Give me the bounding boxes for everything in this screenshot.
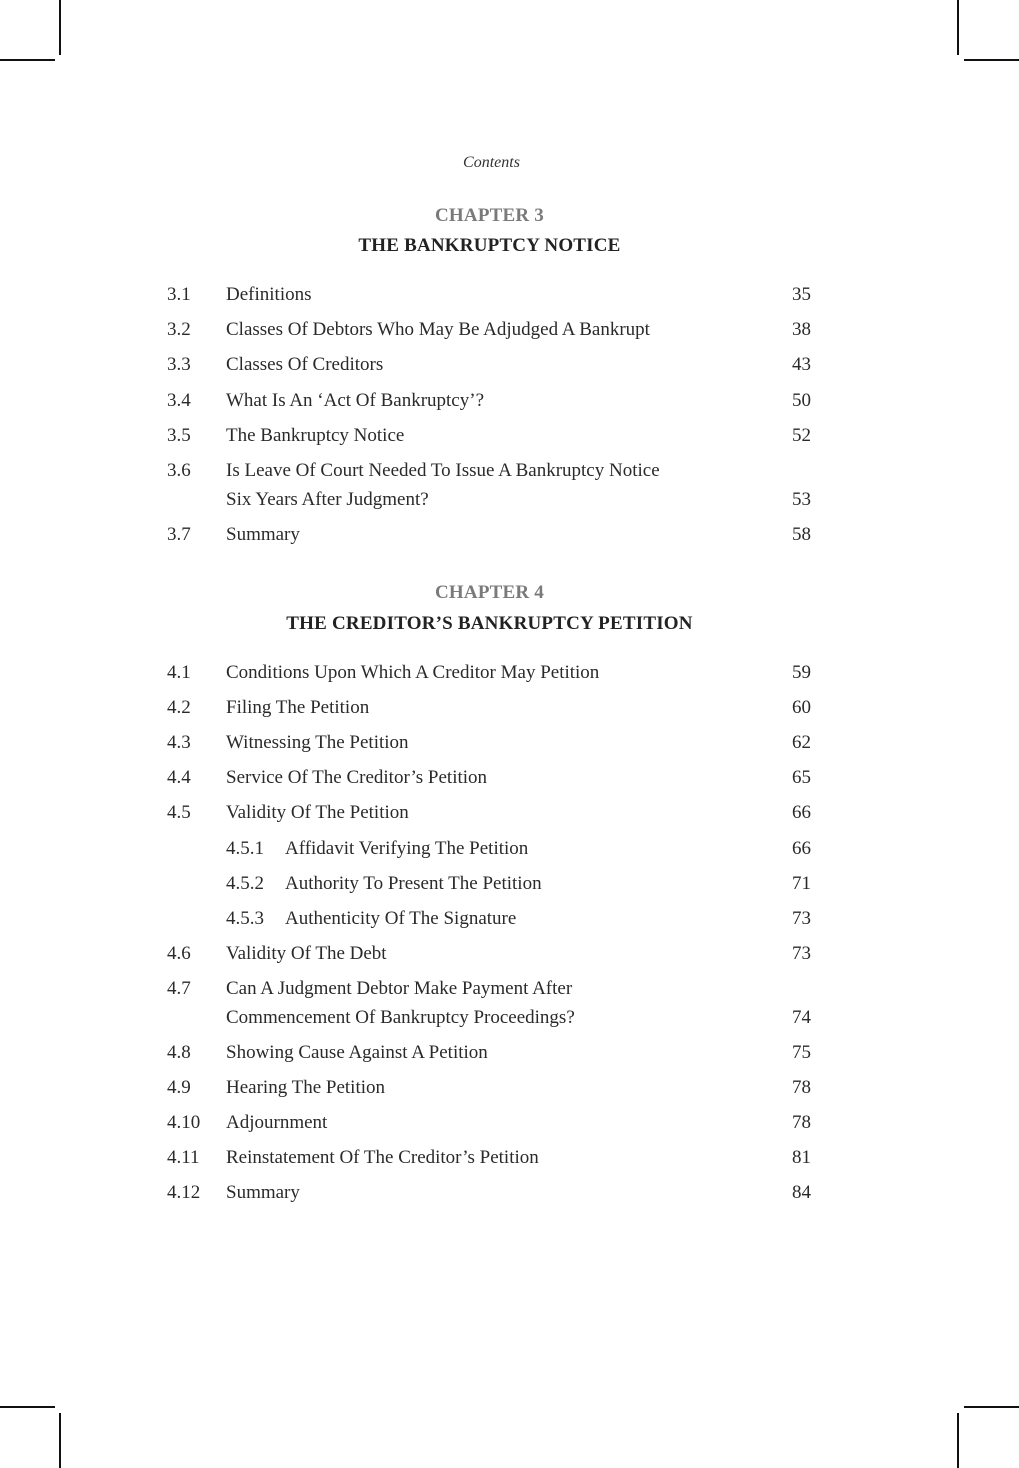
toc-entry-title: Summary [226,1182,300,1203]
toc-entry-number: 4.11 [167,1147,200,1168]
toc-entry-number: 4.12 [167,1182,201,1203]
toc-entry-page: 75 [792,1042,811,1063]
toc-entry-title: Classes Of Debtors Who May Be Adjudged A Bankrupt [226,319,650,340]
toc-entry-title-line: Is Leave Of Court Needed To Issue A Bankruptcy Notice [226,460,660,481]
toc-entry-page: 38 [792,319,811,340]
toc-entry-title [226,456,746,514]
toc-entry-number: 4.2 [167,697,191,718]
toc-entry-page: 71 [792,873,811,894]
toc-entry-page: 66 [792,802,811,823]
toc-entry-number: 4.4 [167,767,191,788]
toc-entry-page: 81 [792,1147,811,1168]
toc-entry-page: 78 [792,1112,811,1133]
toc-entry-title-line: Six Years After Judgment? [226,489,429,510]
toc-entry-3-2[interactable] [0,315,1019,344]
toc-entry-number: 3.4 [167,390,191,411]
toc-entry-number: 4.6 [167,943,191,964]
toc-entry-number: 4.3 [167,732,191,753]
toc-subentry-title: Authority To Present The Petition [285,873,542,894]
toc-entry-3-7[interactable] [0,520,1019,549]
toc-entry-number: 3.6 [167,460,191,481]
crop-mark-top-left-horizontal [0,59,55,61]
toc-entry-title: Classes Of Creditors [226,354,384,375]
crop-mark-bottom-left-horizontal [0,1406,55,1408]
toc-entry-title-line: Commencement Of Bankruptcy Proceedings? [226,1007,575,1028]
toc-entry-4-1[interactable] [0,658,1019,687]
toc-entry-number: 4.7 [167,978,191,999]
toc-entry-page: 59 [792,662,811,683]
toc-entry-title: Hearing The Petition [226,1077,386,1098]
toc-entry-page: 74 [792,1007,811,1028]
toc-entry-title: Validity Of The Debt [226,943,387,964]
toc-entry-4-8[interactable] [0,1038,1019,1067]
crop-mark-top-right-vertical [957,0,959,55]
toc-entry-number: 4.9 [167,1077,191,1098]
toc-subentry-title: Authenticity Of The Signature [285,908,517,929]
toc-entry-title: Conditions Upon Which A Creditor May Petition [226,662,600,683]
toc-entry-page: 78 [792,1077,811,1098]
toc-entry-4-11[interactable] [0,1143,1019,1172]
toc-entry-title: Filing The Petition [226,697,370,718]
toc-entry-page: 62 [792,732,811,753]
toc-entry-page: 65 [792,767,811,788]
toc-entry-3-4[interactable] [0,386,1019,415]
toc-entry-title: Witnessing The Petition [226,732,409,753]
toc-entry-number: 3.2 [167,319,191,340]
toc-entry-number: 3.7 [167,524,191,545]
toc-entry-4-6[interactable] [0,939,1019,968]
toc-entry-title: Adjournment [226,1112,328,1133]
toc-subentry-title: Affidavit Verifying The Petition [285,838,529,859]
crop-mark-bottom-left-vertical [59,1413,61,1468]
toc-entry-page: 35 [792,284,811,305]
toc-entry-3-5[interactable] [0,421,1019,450]
crop-mark-bottom-right-horizontal [964,1406,1019,1408]
toc-entry-4-10[interactable] [0,1108,1019,1137]
toc-subentry-number: 4.5.1 [226,838,264,859]
toc-entry-page: 60 [792,697,811,718]
toc-entry-page: 50 [792,390,811,411]
toc-entry-page: 53 [792,489,811,510]
toc-entry-number: 3.1 [167,284,191,305]
toc-entry-page: 73 [792,908,811,929]
toc-entry-4-5[interactable] [0,798,1019,827]
chapter-4-title: THE CREDITOR’S BANKRUPTCY PETITION [286,613,693,634]
chapter-3-label: CHAPTER 3 [435,205,544,226]
crop-mark-bottom-right-vertical [957,1413,959,1468]
toc-entry-4-2[interactable] [0,693,1019,722]
toc-entry-page: 66 [792,838,811,859]
toc-entry-title-line: Can A Judgment Debtor Make Payment After [226,978,573,999]
toc-entry-number: 3.5 [167,425,191,446]
toc-entry-number: 4.5 [167,802,191,823]
toc-entry-title: Service Of The Creditor’s Petition [226,767,488,788]
toc-entry-3-6[interactable] [0,456,1019,514]
toc-entry-4-9[interactable] [0,1073,1019,1102]
crop-mark-top-left-vertical [59,0,61,55]
toc-entry-title: Summary [226,524,300,545]
crop-mark-top-right-horizontal [964,59,1019,61]
toc-subentry-number: 4.5.3 [226,908,264,929]
toc-entry-4-5-3[interactable] [0,904,1019,933]
toc-entry-page: 73 [792,943,811,964]
toc-entry-title: The Bankruptcy Notice [226,425,405,446]
toc-entry-4-7[interactable] [0,974,1019,1032]
toc-entry-4-5-2[interactable] [0,869,1019,898]
toc-entry-number: 3.3 [167,354,191,375]
toc-entry-4-3[interactable] [0,728,1019,757]
toc-entry-title: Validity Of The Petition [226,802,409,823]
toc-entry-page: 84 [792,1182,811,1203]
toc-entry-number: 4.8 [167,1042,191,1063]
toc-entry-page: 52 [792,425,811,446]
toc-entry-4-12[interactable] [0,1178,1019,1207]
toc-subentry-number: 4.5.2 [226,873,264,894]
toc-entry-4-5-1[interactable] [0,834,1019,863]
toc-entry-title: Definitions [226,284,312,305]
toc-entry-title [226,974,746,1032]
toc-entry-4-4[interactable] [0,763,1019,792]
toc-entry-title: Showing Cause Against A Petition [226,1042,488,1063]
toc-entry-title: What Is An ‘Act Of Bankruptcy’? [226,390,485,411]
toc-entry-3-3[interactable] [0,350,1019,379]
toc-entry-number: 4.1 [167,662,191,683]
toc-entry-number: 4.10 [167,1112,201,1133]
chapter-3-title: THE BANKRUPTCY NOTICE [358,235,621,256]
toc-entry-3-1[interactable] [0,280,1019,309]
toc-entry-page: 58 [792,524,811,545]
toc-entry-title: Reinstatement Of The Creditor’s Petition [226,1147,539,1168]
running-head: Contents [463,154,520,171]
chapter-4-label: CHAPTER 4 [435,582,544,603]
toc-entry-page: 43 [792,354,811,375]
